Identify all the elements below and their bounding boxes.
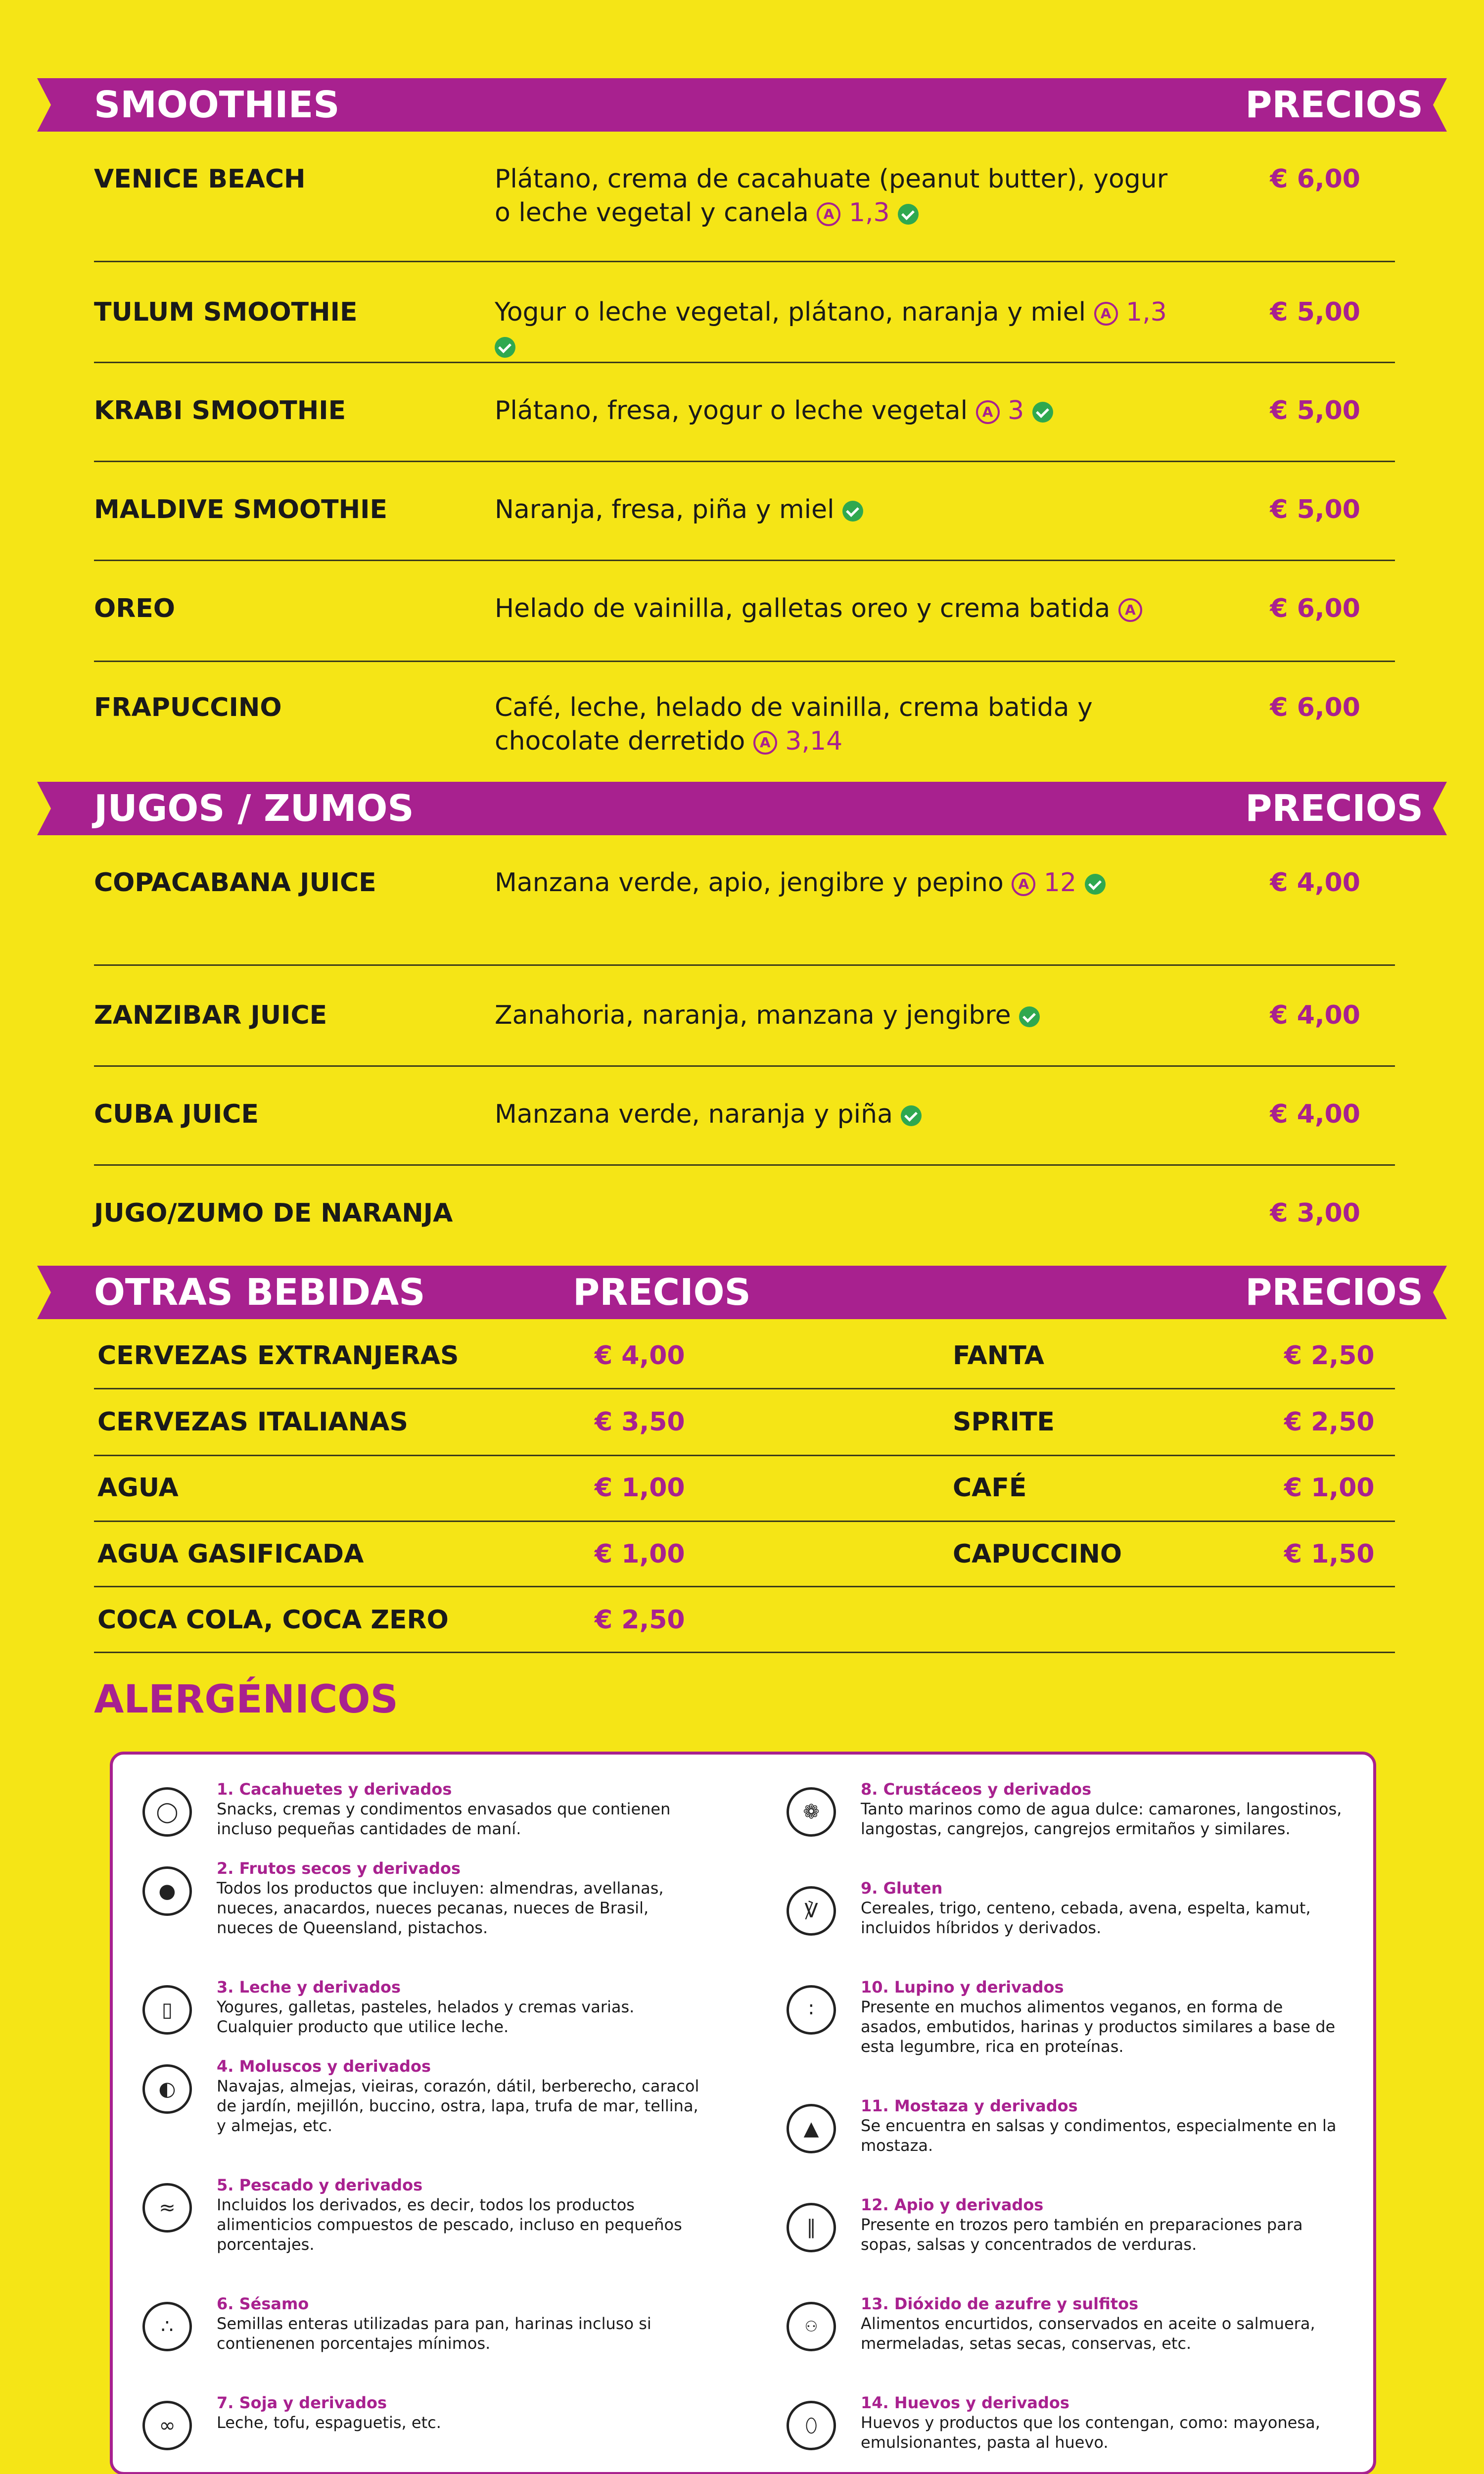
item-price: € 5,00 xyxy=(1270,495,1360,524)
drink-price: € 2,50 xyxy=(595,1605,685,1635)
allergen-head: 10. Lupino y derivados xyxy=(861,1978,1064,1997)
drink-name: CERVEZAS ITALIANAS xyxy=(97,1407,408,1437)
item-name: TULUM SMOOTHIE xyxy=(94,297,358,327)
divider xyxy=(94,1065,1395,1067)
allergen-head: 8. Crustáceos y derivados xyxy=(861,1780,1092,1799)
item-name: JUGO/ZUMO DE NARANJA xyxy=(94,1198,453,1228)
vegan-icon xyxy=(1032,402,1053,423)
allergen-head: 4. Moluscos y derivados xyxy=(217,2057,431,2076)
divider xyxy=(94,964,1395,966)
divider xyxy=(94,261,1395,262)
shell-icon: ◐ xyxy=(142,2064,192,2114)
juices-banner xyxy=(37,782,1447,835)
price-header: PRECIOS xyxy=(1245,787,1423,830)
allergen-body: Se encuentra en salsas y condimentos, especialmente en la mostaza. xyxy=(861,2116,1337,2155)
divider xyxy=(94,1521,1395,1522)
soy-icon: ∞ xyxy=(142,2401,192,2450)
allergen-body: Todos los productos que incluyen: almendras, avellanas, nueces, anacardos, nueces pecanas, nueces de Brasil, nueces de Queensland, pistachos. xyxy=(217,1879,664,1937)
allergen-icon: A xyxy=(1012,872,1035,896)
allergen-body: Yogures, galletas, pasteles, helados y cremas varias. Cualquier producto que utilice leche. xyxy=(217,1998,635,2036)
smoothies-banner xyxy=(37,78,1447,132)
item-desc: Manzana verde, naranja y piña xyxy=(495,1097,1187,1131)
drink-price: € 3,50 xyxy=(595,1407,685,1437)
item-desc: Yogur o leche vegetal, plátano, naranja y miel A 1,3 xyxy=(495,295,1187,363)
allergen-icon: A xyxy=(976,400,1000,424)
drink-name: CAPUCCINO xyxy=(953,1539,1122,1569)
allergen-head: 14. Huevos y derivados xyxy=(861,2393,1069,2412)
allergen-head: 3. Leche y derivados xyxy=(217,1978,401,1997)
vegan-icon xyxy=(1019,1006,1040,1027)
allergen-icon: A xyxy=(1094,302,1118,326)
divider xyxy=(94,1455,1395,1456)
allergens-title: ALERGÉNICOS xyxy=(94,1677,398,1722)
item-desc: Plátano, fresa, yogur o leche vegetal A 3 xyxy=(495,394,1187,428)
allergen-codes: 1,3 xyxy=(1126,297,1167,327)
item-desc: Plátano, crema de cacahuate (peanut butter), yogur o leche vegetal y canela A 1,3 xyxy=(495,164,1168,228)
allergen-body: Leche, tofu, espaguetis, etc. xyxy=(217,2413,441,2432)
allergen-codes: 12 xyxy=(1043,868,1077,898)
allergen-body: Huevos y productos que los contengan, como: mayonesa, emulsionantes, pasta al huevo. xyxy=(861,2413,1320,2452)
item-price: € 4,00 xyxy=(1270,868,1360,898)
allergen-icon: A xyxy=(1118,598,1142,622)
item-price: € 6,00 xyxy=(1270,594,1360,623)
item-price: € 6,00 xyxy=(1270,164,1360,194)
vegan-icon xyxy=(495,337,515,358)
drink-price: € 1,00 xyxy=(1284,1473,1375,1503)
allergen-codes: 3 xyxy=(1008,396,1024,426)
price-header: PRECIOS xyxy=(1245,84,1423,126)
drink-name: AGUA GASIFICADA xyxy=(97,1539,364,1569)
allergen-body: Cereales, trigo, centeno, cebada, avena, espelta, kamut, incluidos híbridos y derivados. xyxy=(861,1899,1311,1937)
drink-price: € 1,00 xyxy=(595,1539,685,1569)
divider xyxy=(94,461,1395,462)
fish-icon: ≈ xyxy=(142,2183,192,2233)
allergen-head: 13. Dióxido de azufre y sulfitos xyxy=(861,2294,1139,2313)
egg-icon: ⬯ xyxy=(787,2401,836,2450)
other-drinks-banner xyxy=(37,1266,1447,1319)
drink-name: AGUA xyxy=(97,1473,179,1503)
item-desc: Manzana verde, apio, jengibre y pepino A 12 xyxy=(495,866,1187,900)
allergen-head: 11. Mostaza y derivados xyxy=(861,2096,1078,2115)
item-price: € 3,00 xyxy=(1270,1198,1360,1228)
allergen-body: Presente en muchos alimentos veganos, en forma de asados, embutidos, harinas y productos similares a base de esta legumbre, rica en proteínas. xyxy=(861,1998,1336,2056)
allergen-body: Tanto marinos como de agua dulce: camarones, langostinos, langostas, cangrejos, cangrejos ermitaños y similares. xyxy=(861,1800,1342,1838)
lupin-icon: ∶ xyxy=(787,1985,836,2035)
item-name: VENICE BEACH xyxy=(94,164,306,194)
item-desc: Zanahoria, naranja, manzana y jengibre xyxy=(495,999,1187,1032)
allergens-panel xyxy=(110,1752,1376,2474)
divider xyxy=(94,661,1395,662)
allergen-body: Semillas enteras utilizadas para pan, harinas incluso si contienenen porcentajes mínimos. xyxy=(217,2314,651,2353)
item-desc: Café, leche, helado de vainilla, crema batida y chocolate derretido A 3,14 xyxy=(495,693,1093,756)
item-price: € 5,00 xyxy=(1270,297,1360,327)
price-header: PRECIOS xyxy=(1245,1271,1423,1314)
item-price: € 4,00 xyxy=(1270,1000,1360,1030)
section-title: JUGOS / ZUMOS xyxy=(94,787,414,830)
item-name: CUBA JUICE xyxy=(94,1099,259,1129)
sulfite-icon: ⚇ xyxy=(787,2302,836,2351)
peanut-icon: ◯ xyxy=(142,1787,192,1837)
item-desc: Helado de vainilla, galletas oreo y crema batida A xyxy=(495,592,1187,625)
allergen-head: 2. Frutos secos y derivados xyxy=(217,1859,461,1878)
section-title: OTRAS BEBIDAS xyxy=(94,1271,425,1314)
item-name: FRAPUCCINO xyxy=(94,693,282,722)
divider xyxy=(94,1164,1395,1166)
milk-icon: ▯ xyxy=(142,1985,192,2035)
allergen-head: 9. Gluten xyxy=(861,1879,943,1898)
price-header: PRECIOS xyxy=(573,1271,751,1314)
allergen-icon: A xyxy=(817,202,840,226)
drink-name: FANTA xyxy=(953,1341,1044,1371)
item-name: ZANZIBAR JUICE xyxy=(94,1000,327,1030)
divider xyxy=(94,560,1395,561)
allergen-body: Snacks, cremas y condimentos envasados que contienen incluso pequeñas cantidades de maní. xyxy=(217,1800,671,1838)
drink-price: € 2,50 xyxy=(1284,1341,1375,1371)
item-desc: Naranja, fresa, piña y miel xyxy=(495,493,1187,526)
item-price: € 6,00 xyxy=(1270,693,1360,722)
divider xyxy=(94,1388,1395,1389)
drink-price: € 1,00 xyxy=(595,1473,685,1503)
allergen-body: Navajas, almejas, vieiras, corazón, dátil, berberecho, caracol de jardín, mejillón, buccino, ostra, lapa, trufa de mar, tellina, y almejas, etc. xyxy=(217,2077,699,2135)
allergen-body: Incluidos los derivados, es decir, todos los productos alimenticios compuestos de pescado, incluso en pequeños porcentajes. xyxy=(217,2195,682,2254)
allergen-body: Presente en trozos pero también en preparaciones para sopas, salsas y concentrados de verduras. xyxy=(861,2215,1303,2254)
nut-icon: ● xyxy=(142,1866,192,1916)
allergen-codes: 3,14 xyxy=(785,726,843,756)
allergen-head: 12. Apio y derivados xyxy=(861,2195,1044,2214)
item-name: COPACABANA JUICE xyxy=(94,868,376,898)
divider xyxy=(94,1652,1395,1653)
item-price: € 4,00 xyxy=(1270,1099,1360,1129)
item-name: KRABI SMOOTHIE xyxy=(94,396,346,426)
vegan-icon xyxy=(842,501,863,522)
drink-name: SPRITE xyxy=(953,1407,1055,1437)
drink-price: € 1,50 xyxy=(1284,1539,1375,1569)
sesame-icon: ∴ xyxy=(142,2302,192,2351)
allergen-body: Alimentos encurtidos, conservados en aceite o salmuera, mermeladas, setas secas, conservas, etc. xyxy=(861,2314,1315,2353)
allergen-head: 7. Soja y derivados xyxy=(217,2393,387,2412)
shrimp-icon: ❁ xyxy=(787,1787,836,1837)
vegan-icon xyxy=(1085,874,1106,895)
allergen-head: 1. Cacahuetes y derivados xyxy=(217,1780,452,1799)
vegan-icon xyxy=(898,204,919,225)
celery-icon: ∥ xyxy=(787,2203,836,2252)
item-name: MALDIVE SMOOTHIE xyxy=(94,495,387,524)
divider xyxy=(94,362,1395,363)
wheat-icon: ℣ xyxy=(787,1886,836,1936)
drink-name: CERVEZAS EXTRANJERAS xyxy=(97,1341,459,1371)
allergen-head: 5. Pescado y derivados xyxy=(217,2176,423,2194)
allergen-head: 6. Sésamo xyxy=(217,2294,309,2313)
drink-name: CAFÉ xyxy=(953,1473,1027,1503)
item-name: OREO xyxy=(94,594,175,623)
divider xyxy=(94,1586,1395,1587)
drink-price: € 2,50 xyxy=(1284,1407,1375,1437)
item-price: € 5,00 xyxy=(1270,396,1360,426)
section-title: SMOOTHIES xyxy=(94,84,340,126)
allergen-icon: A xyxy=(753,731,777,755)
allergen-codes: 1,3 xyxy=(848,198,890,228)
drink-price: € 4,00 xyxy=(595,1341,685,1371)
mustard-icon: ▲ xyxy=(787,2104,836,2153)
vegan-icon xyxy=(901,1105,922,1126)
drink-name: COCA COLA, COCA ZERO xyxy=(97,1605,449,1635)
